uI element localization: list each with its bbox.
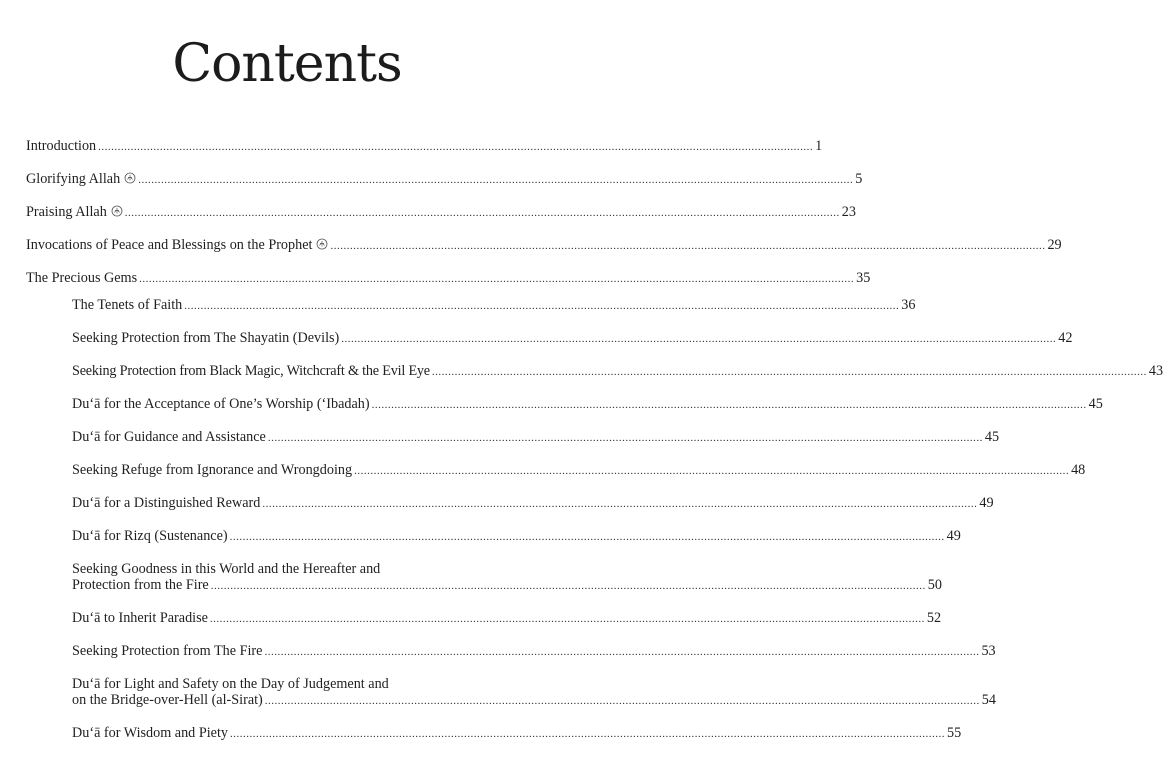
honorific-seal-icon [120,171,136,187]
toc-entry-page: 35 [856,270,871,286]
dot-leader: ............................................................................................................................................................................................................................ [354,465,1070,477]
toc-subentry[interactable] [72,577,942,594]
toc-subentry[interactable] [72,643,996,660]
toc-entry-label: The Precious Gems [26,270,138,286]
toc-entry-page: 36 [901,297,916,313]
toc-entry[interactable] [26,204,856,221]
toc-subentry[interactable] [72,462,1086,479]
dot-leader: ............................................................................................................................................................................................................................ [209,613,925,625]
dot-leader: ............................................................................................................................................................................................................................ [139,273,855,285]
toc-entry-label: Du‘ā to Inherit Paradise [72,610,208,626]
dot-leader: ............................................................................................................................................................................................................................ [138,174,854,186]
toc-entry-label: Du‘ā for Guidance and Assistance [72,429,266,445]
toc-subentry[interactable] [72,363,1163,380]
toc-subentry[interactable] [72,725,962,742]
toc-entry-page: 52 [926,610,942,626]
toc-subentry[interactable] [72,429,1000,446]
toc-entry-page: 48 [1071,462,1086,478]
toc-entry-page: 43 [1148,363,1163,379]
toc-entry-page: 49 [946,528,961,544]
toc-entry-page: 54 [981,692,996,708]
page-title: Contents [172,34,402,94]
toc-entry-label: Du‘ā for Rizq (Sustenance) [72,528,228,544]
dot-leader: ............................................................................................................................................................................................................................ [267,432,983,444]
dot-leader: ............................................................................................................................................................................................................................ [230,728,945,740]
dot-leader: ............................................................................................................................................................................................................................ [98,141,814,153]
toc-entry-label: Du‘ā for a Distinguished Reward [72,495,261,511]
toc-entry-label: on the Bridge-over-Hell (al-Sirat) [72,692,263,708]
toc-entry-page: 45 [984,429,1000,445]
toc-entry[interactable] [26,138,823,155]
toc-subentry-first-line[interactable]: Seeking Goodness in this World and the Hereafter and [72,561,381,577]
toc-entry-label: Du‘ā for Wisdom and Piety [72,725,228,741]
toc-entry-page: 1 [815,138,823,154]
toc-entry-page: 49 [979,495,994,511]
toc-entry[interactable] [26,237,1062,254]
toc-entry-page: 29 [1047,237,1062,253]
toc-entry-page: 50 [927,577,942,593]
dot-leader: ............................................................................................................................................................................................................................ [330,240,1046,252]
toc-entry-label: The Tenets of Faith [72,297,183,313]
toc-entry-label: Invocations of Peace and Blessings on the Prophet [26,237,313,253]
toc-entry-page: 55 [947,725,962,741]
dot-leader: ............................................................................................................................................................................................................................ [264,695,980,707]
toc-subentry-first-line[interactable]: Du‘ā for Light and Safety on the Day of Judgement and [72,676,389,692]
toc-entry[interactable] [26,171,863,188]
dot-leader: ............................................................................................................................................................................................................................ [124,207,840,219]
dot-leader: ............................................................................................................................................................................................................................ [210,580,926,592]
honorific-seal-icon [107,204,123,220]
toc-entry-label: Glorifying Allah [26,171,121,187]
toc-entry-label: Seeking Refuge from Ignorance and Wrongdoing [72,462,353,478]
toc-subentry[interactable] [72,330,1073,347]
dot-leader: ............................................................................................................................................................................................................................ [371,399,1087,411]
dot-leader: ............................................................................................................................................................................................................................ [341,333,1057,345]
toc-subentry[interactable] [72,528,961,545]
dot-leader: ............................................................................................................................................................................................................................ [184,300,900,312]
toc-subentry[interactable] [72,610,942,627]
dot-leader: ............................................................................................................................................................................................................................ [431,366,1147,378]
dot-leader: ............................................................................................................................................................................................................................ [262,498,978,510]
toc-subentry[interactable] [72,495,994,512]
toc-entry-label: Du‘ā for the Acceptance of One’s Worship (‘Ibadah) [72,396,370,412]
toc-entry-label: Praising Allah [26,204,107,220]
toc-entry-label: Protection from the Fire [72,577,209,593]
toc-entry-page: 23 [841,204,856,220]
toc-entry-label: Introduction [26,138,97,154]
toc-entry-page: 42 [1058,330,1073,346]
toc-subentry[interactable] [72,396,1103,413]
toc-subentry[interactable] [72,297,916,314]
dot-leader: ............................................................................................................................................................................................................................ [264,646,980,658]
toc-entry-page: 5 [855,171,863,187]
dot-leader: ............................................................................................................................................................................................................................ [229,531,945,543]
toc-entry-label: Seeking Protection from The Shayatin (Devils) [72,330,340,346]
toc-entry[interactable] [26,270,871,287]
honorific-seal-icon [312,237,328,253]
toc-subentry[interactable] [72,692,996,709]
toc-entry-page: 45 [1088,396,1103,412]
toc-entry-page: 53 [981,643,996,659]
toc-entry-label: Seeking Protection from The Fire [72,643,263,659]
toc-entry-label: Seeking Protection from Black Magic, Witchcraft & the Evil Eye [72,363,430,379]
